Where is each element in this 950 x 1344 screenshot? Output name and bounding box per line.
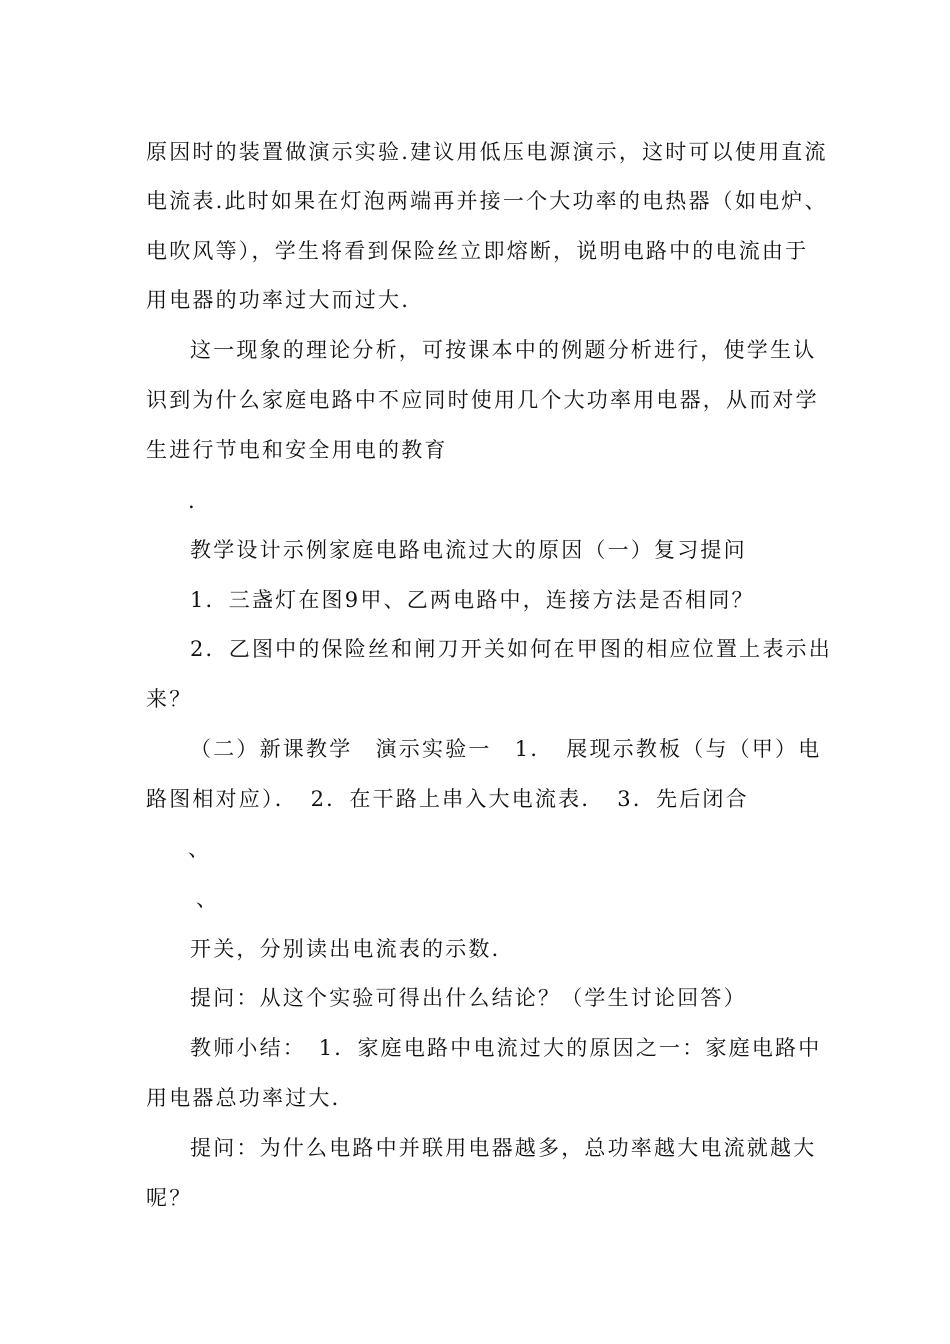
text-line: 原因时的装置做演示实验.建议用低压电源演示，这时可以使用直流 <box>146 140 828 164</box>
question-2: 2．乙图中的保险丝和闸刀开关如何在甲图的相应位置上表示出 <box>190 637 832 661</box>
text-line: 识到为什么家庭电路中不应同时使用几个大功率用电器，从而对学 <box>146 388 819 412</box>
text-line: 用电器总功率过大． <box>146 1086 355 1110</box>
text-line: 、 <box>188 837 212 861</box>
text-line: 开关，分别读出电流表的示数． <box>190 937 515 961</box>
text-line: （二）新课教学 演示实验一 1． 展现示教板（与（甲）电 <box>190 737 822 761</box>
text-line: 电吹风等），学生将看到保险丝立即熔断，说明电路中的电流由于 <box>146 239 809 263</box>
text-line: 生进行节电和安全用电的教育 <box>146 438 448 462</box>
text-line: 路图相对应）． 2．在干路上串入大电流表． 3．先后闭合 <box>146 787 749 811</box>
text-line: 提问：从这个实验可得出什么结论？（学生讨论回答） <box>190 986 747 1010</box>
text-line: 这一现象的理论分析，可按课本中的例题分析进行，使学生认 <box>190 338 817 362</box>
text-line: 用电器的功率过大而过大. <box>146 288 411 312</box>
text-line: . <box>188 489 197 513</box>
text-line: 提问：为什么电路中并联用电器越多，总功率越大电流就越大 <box>190 1136 817 1160</box>
text-line: 、 <box>196 887 220 911</box>
section-heading: 教学设计示例家庭电路电流过大的原因（一）复习提问 <box>190 538 747 562</box>
text-line: 电流表.此时如果在灯泡两端再并接一个大功率的电热器（如电炉、 <box>146 189 828 213</box>
teacher-summary: 教师小结： 1．家庭电路中电流过大的原因之一：家庭电路中 <box>190 1036 822 1060</box>
question-1: 1．三盏灯在图9甲、乙两电路中，连接方法是否相同？ <box>190 588 755 612</box>
text-line: 呢？ <box>146 1186 193 1210</box>
text-line: 来？ <box>146 687 193 711</box>
